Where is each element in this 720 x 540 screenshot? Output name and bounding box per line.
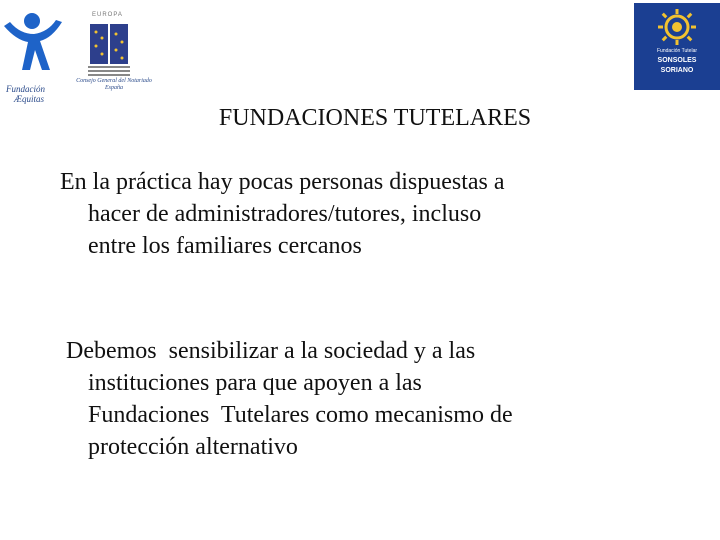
consejo-notariado-logo (66, 12, 162, 96)
paragraph-2-line-1: Debemos sensibilizar a la sociedad y a las (60, 338, 476, 364)
paragraph-1-line-2: hacer de administradores/tutores, incluso (88, 201, 482, 227)
aequitas-caption-line-1: Fundación (6, 84, 45, 94)
slide-title: FUNDACIONES TUTELARES (218, 105, 532, 131)
aequitas-figure-icon (2, 10, 64, 84)
paragraph-2-line-3: Fundaciones Tutelares como mecanismo de (88, 402, 513, 428)
paragraph-2 (60, 335, 700, 463)
paragraph-2-line-4: protección alternativo (88, 434, 298, 460)
consejo-caption-line-2: España (105, 85, 123, 91)
fundacion-aequitas-logo (2, 10, 64, 102)
europe-notary-emblem-icon (66, 18, 162, 82)
paragraph-1-line-1: En la práctica hay pocas personas dispuestas a (60, 169, 505, 195)
paragraph-1 (60, 166, 700, 262)
aequitas-caption-line-2: Æquitas (14, 94, 45, 104)
sonsoles-line-2: SONSOLES (657, 57, 697, 64)
sonsoles-soriano-logo (634, 3, 720, 90)
sun-emblem-icon (634, 5, 720, 49)
consejo-top-text: EUROPA (92, 12, 123, 18)
paragraph-1-line-3: entre los familiares cercanos (88, 233, 362, 259)
sonsoles-line-3: SORIANO (660, 67, 694, 74)
sonsoles-line-1: Fundación Tutelar (656, 48, 698, 54)
consejo-caption-line-1: Consejo General del Notariado (76, 78, 152, 84)
paragraph-2-line-2: instituciones para que apoyen a las (88, 370, 422, 396)
